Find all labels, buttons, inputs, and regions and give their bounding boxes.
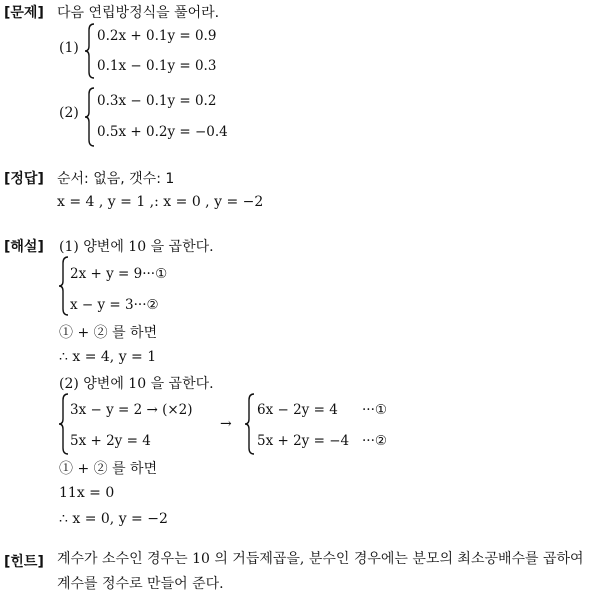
left-brace-icon <box>58 255 70 317</box>
part1-eq1: 0.2x + 0.1y = 0.9 <box>97 28 217 44</box>
solution-step2-arrow: → <box>220 416 232 432</box>
solution-step2-result: ∴ x = 0, y = −2 <box>59 511 168 527</box>
part2-eq1: 0.3x − 0.1y = 0.2 <box>97 93 217 109</box>
hint-tag: [힌트] <box>4 554 44 570</box>
solution-step1-eq1: 2x + y = 9···① <box>70 266 168 282</box>
solution-step2-sum: 11x = 0 <box>59 485 115 501</box>
problem-instruction: 다음 연립방정식을 풀어라. <box>57 5 220 21</box>
part2-label: (2) <box>59 105 79 121</box>
solution-step1-result: ∴ x = 4, y = 1 <box>59 349 157 365</box>
solution-step2-eq1: 3x − y = 2 → (×2) <box>70 402 193 418</box>
left-brace-icon <box>58 392 70 456</box>
solution-step1-add: ① + ② 를 하면 <box>59 325 158 341</box>
part1-eq2: 0.1x − 0.1y = 0.3 <box>97 58 217 74</box>
answer-meta: 순서: 없음, 갯수: 1 <box>57 171 175 187</box>
answer-tag: [정답] <box>4 171 44 187</box>
answer-value: x = 4 , y = 1 ,: x = 0 , y = −2 <box>57 194 264 210</box>
solution-step2-intro: (2) 양변에 10 을 곱한다. <box>59 376 214 392</box>
part1-label: (1) <box>59 40 79 56</box>
solution-step2-eq3-mark: ···① <box>362 402 387 418</box>
solution-step1-intro: (1) 양변에 10 을 곱한다. <box>59 239 214 255</box>
left-brace-icon <box>84 22 96 80</box>
solution-step2-eq3: 6x − 2y = 4 <box>257 402 338 418</box>
solution-step2-eq4: 5x + 2y = −4 <box>257 433 350 449</box>
solution-step2-add: ① + ② 를 하면 <box>59 461 158 477</box>
hint-text: 계수가 소수인 경우는 10 의 거듭제곱을, 분수인 경우에는 분모의 최소공배수를 곱하여 계수를 정수로 만들어 준다. <box>57 551 584 592</box>
part2-eq2: 0.5x + 0.2y = −0.4 <box>97 124 228 140</box>
problem-tag: [문제] <box>4 5 44 21</box>
solution-tag: [해설] <box>4 239 44 255</box>
solution-step2-eq2: 5x + 2y = 4 <box>70 433 151 449</box>
left-brace-icon <box>244 392 256 456</box>
solution-step2-eq4-mark: ···② <box>362 433 387 449</box>
solution-step1-eq2: x − y = 3···② <box>70 297 159 313</box>
left-brace-icon <box>84 86 96 148</box>
